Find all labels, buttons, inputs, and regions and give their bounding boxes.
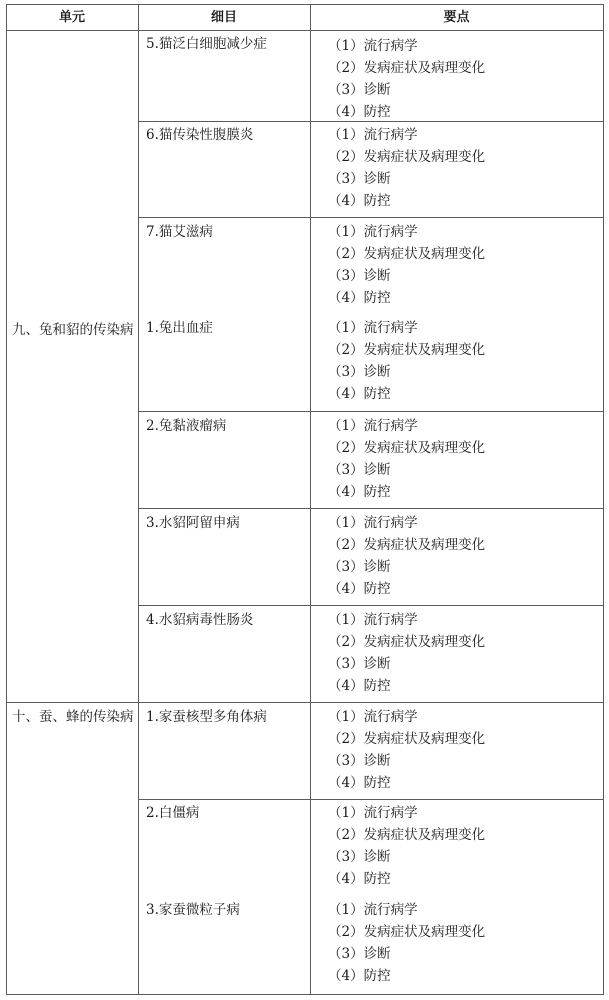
point-item: （2）发病症状及病理变化 [328, 60, 486, 76]
points-list [328, 415, 485, 503]
point-item: （1）流行病学 [328, 224, 418, 240]
point-item: （3）诊断 [328, 268, 391, 284]
point-item: （1）流行病学 [328, 127, 418, 143]
point-item: （1）流行病学 [328, 902, 418, 918]
detail-item: 1.兔出血症 [146, 320, 213, 336]
point-item: （2）发病症状及病理变化 [328, 246, 486, 262]
point-item: （1）流行病学 [328, 320, 418, 336]
point-item: （2）发病症状及病理变化 [328, 440, 486, 456]
table-bottom-border [6, 994, 604, 995]
point-item: （1）流行病学 [328, 709, 418, 725]
point-item: （4）防控 [328, 871, 391, 887]
point-item: （3）诊断 [328, 849, 391, 865]
header-bottom-border [6, 30, 604, 31]
point-item: （4）防控 [328, 104, 391, 120]
points-list [328, 609, 485, 697]
points-list [328, 124, 485, 212]
point-item: （3）诊断 [328, 656, 391, 672]
detail-item: 3.水貂阿留申病 [146, 515, 240, 531]
point-item: （4）防控 [328, 775, 391, 791]
points-list [328, 221, 485, 309]
row-divider [138, 799, 604, 800]
point-item: （4）防控 [328, 484, 391, 500]
point-item: （3）诊断 [328, 171, 391, 187]
detail-item: 7.猫艾滋病 [146, 224, 213, 240]
row-divider [138, 411, 604, 412]
point-item: （3）诊断 [328, 82, 391, 98]
column-divider [138, 4, 139, 995]
point-item: （4）防控 [328, 678, 391, 694]
point-item: （2）发病症状及病理变化 [328, 537, 486, 553]
detail-item: 3.家蚕微粒子病 [146, 902, 240, 918]
points-list [328, 317, 485, 405]
detail-item: 1.家蚕核型多角体病 [146, 709, 267, 725]
point-item: （1）流行病学 [328, 515, 418, 531]
point-item: （1）流行病学 [328, 418, 418, 434]
unit-label: 九、兔和貂的传染病 [12, 322, 134, 338]
table-right-border [603, 4, 604, 995]
column-divider [310, 4, 311, 995]
point-item: （4）防控 [328, 193, 391, 209]
row-divider [138, 605, 604, 606]
points-list [328, 706, 485, 794]
table-top-border [6, 4, 604, 5]
detail-item: 6.猫传染性腹膜炎 [146, 127, 254, 143]
points-list [328, 899, 485, 987]
point-item: （4）防控 [328, 290, 391, 306]
header-detail: 细目 [210, 10, 237, 25]
point-item: （2）发病症状及病理变化 [328, 924, 486, 940]
header-unit: 单元 [58, 10, 85, 25]
point-item: （3）诊断 [328, 753, 391, 769]
point-item: （1）流行病学 [328, 612, 418, 628]
points-list [328, 512, 485, 600]
point-item: （2）发病症状及病理变化 [328, 731, 486, 747]
points-list [328, 35, 485, 123]
point-item: （4）防控 [328, 386, 391, 402]
point-item: （4）防控 [328, 968, 391, 984]
unit-divider [6, 702, 604, 703]
row-divider [138, 508, 604, 509]
table-left-border [6, 4, 7, 995]
point-item: （2）发病症状及病理变化 [328, 342, 486, 358]
detail-item: 5.猫泛白细胞减少症 [146, 36, 267, 52]
point-item: （4）防控 [328, 581, 391, 597]
point-item: （3）诊断 [328, 559, 391, 575]
point-item: （2）发病症状及病理变化 [328, 827, 486, 843]
detail-item: 4.水貂病毒性肠炎 [146, 612, 254, 628]
point-item: （3）诊断 [328, 462, 391, 478]
point-item: （1）流行病学 [328, 38, 418, 54]
header-points: 要点 [443, 10, 470, 25]
point-item: （2）发病症状及病理变化 [328, 149, 486, 165]
detail-item: 2.兔黏液瘤病 [146, 418, 227, 434]
point-item: （1）流行病学 [328, 805, 418, 821]
unit-label: 十、蚕、蜂的传染病 [12, 709, 134, 725]
row-divider [138, 217, 604, 218]
detail-item: 2.白僵病 [146, 805, 200, 821]
point-item: （3）诊断 [328, 364, 391, 380]
point-item: （3）诊断 [328, 946, 391, 962]
point-item: （2）发病症状及病理变化 [328, 634, 486, 650]
points-list [328, 802, 485, 890]
